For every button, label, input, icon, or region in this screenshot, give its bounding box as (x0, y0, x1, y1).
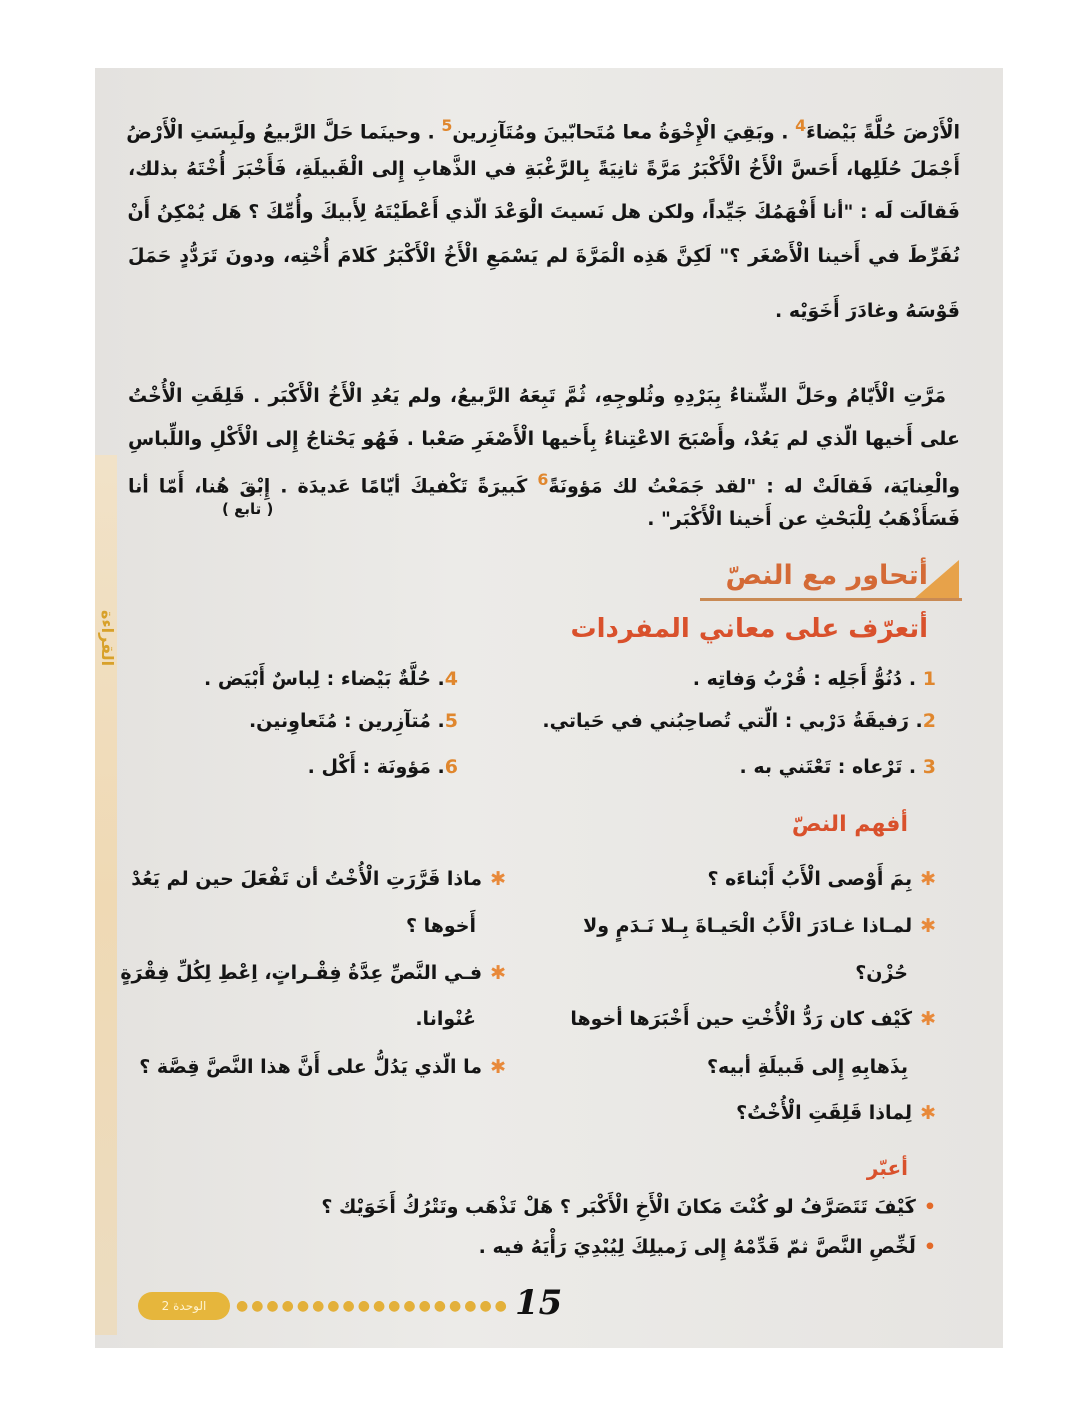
story-line: والْعِنايَة، فَقالَتْ له : "لقد جَمَعْتُ لك مَؤونَةً$^6$ كَبيرَةً تَكْفيكَ أيّامًا عَديدَة . إِبْقَ هُنا، أَمّا أنا (128, 470, 960, 498)
asterisk-icon: ✱ (920, 915, 936, 937)
dotted-leader: ●●●●●●●●●●●●●●●●●● (236, 1298, 510, 1314)
page-number: 15 (515, 1283, 563, 1323)
heading-underline (700, 598, 962, 601)
asterisk-icon: ✱ (490, 1056, 506, 1078)
comprehension-title: أفهم النصّ (791, 812, 908, 837)
side-strip (95, 455, 117, 1335)
story-line: الْأَرْضَ حُلَّةً بَيْضاءَ$^4$ . وبَقِيَ الْإِخْوَةُ معا مُتَحابّينَ ومُتَآزِرين$^5$ . وحينَما حَلَّ الرَّبيعُ ولَبِسَتِ الْأَرْضُ (126, 116, 960, 144)
asterisk-icon: ✱ (490, 962, 506, 984)
story-line: نُفَرِّطَ في أَخينا الْأَصْغَر ؟" لَكِنَّ هَذِه الْمَرَّةَ لم يَسْمَعِ الْأَخُ الْأَكْبَرُ كَلامَ أُخْتِه، ودونَ تَرَدُّدٍ حَمَلَ (128, 245, 960, 267)
asterisk-icon: ✱ (920, 1102, 936, 1124)
question-item: ✱ما الّذي يَدُلُّ على أَنَّ هذا النَّصَّ قِصَّة ؟ (139, 1056, 506, 1078)
asterisk-icon: ✱ (920, 868, 936, 890)
heading-triangle-icon (915, 560, 959, 598)
question-item: ✱ماذا قَرَّرَتِ الْأُخْتُ أن تَفْعَلَ حين لم يَعُدْ (131, 868, 506, 890)
vocab-item: 6. مَؤونَة : أَكْل . (307, 756, 458, 778)
asterisk-icon: ✱ (920, 1008, 936, 1030)
story-line: قَوْسَهُ وغادَرَ أَخَوَيْه . (774, 300, 960, 322)
question-item: ✱كَيْف كان رَدُّ الْأُخْتِ حين أَخْبَرَها أخوها (570, 1008, 936, 1030)
vocab-item: 3 . تَرْعاه : تَعْتَني به . (739, 756, 936, 778)
vocab-title: أتعرّف على معاني المفردات (570, 614, 928, 644)
side-label: القراءة (98, 610, 117, 667)
section-title: أتحاور مع النصّ (725, 560, 928, 591)
express-item: •لَخِّصِ النَّصَّ ثمّ قَدِّمْهُ إِلى زَميلِكَ لِيُبْدِيَ رَأْيَهُ فيه . (478, 1236, 936, 1258)
bullet-icon: • (923, 1236, 936, 1258)
vocab-item: 4. حُلَّةٌ بَيْضاء : لِباسٌ أَبْيَض . (204, 668, 458, 690)
unit-badge: الوحدة 2 (138, 1292, 230, 1320)
bullet-icon: • (923, 1196, 936, 1218)
question-item-cont: أَخوها ؟ (405, 915, 476, 937)
vocab-item: 1 . دُنُوُّ أَجَلِه : قُرْبُ وَفاتِه . (692, 668, 936, 690)
continued-label: ( تابع ) (222, 500, 274, 518)
story-line: على أَخيها الّذي لم يَعُدْ، وأَصْبَحَ الاعْتِناءُ بِأَخيها الْأَصْغَرِ صَعْبا . فَهُو يَحْتاجُ إِلى الْأَكْلِ واللِّباسِ (128, 428, 960, 450)
story-line: مَرَّتِ الْأَيّامُ وحَلَّ الشِّتاءُ بِبَرْدِهِ وثُلوجِهِ، ثُمَّ تَبِعَهُ الرَّبيعُ، ولم يَعُدِ الْأَخُ الْأَكْبَر . قَلِقَتِ الْأُخْتُ (128, 385, 946, 407)
express-item: •كَيْفَ تَتَصَرَّفُ لو كُنْتَ مَكانَ الْأَخِ الْأَكْبَر ؟ هَلْ تَذْهَب وتَتْرُكُ أَخَوَيْك ؟ (321, 1196, 936, 1218)
question-item: ✱لمـاذا غـادَرَ الْأَبُ الْحَيـاةَ بِـلا نَـدَمٍ ولا (583, 915, 936, 937)
question-item-cont: بِذَهابِهِ إِلى قَبيلَةِ أبيه؟ (707, 1056, 908, 1078)
question-item: ✱لِماذا قَلِقَتِ الْأُخْتُ؟ (736, 1102, 936, 1124)
question-item-cont: عُنْوانا. (415, 1008, 476, 1030)
question-item: ✱فـي النَّصِّ عِدَّةُ فِقْـراتٍ، اِعْطِ لِكُلِّ فِقْرَةٍ (120, 962, 506, 984)
express-title: أعبّر (866, 1156, 908, 1180)
story-line: أَجْمَلَ حُلَلِها، أَحَسَّ الْأَخُ الْأَكْبَرُ مَرَّةً ثانِيَةً بِالرَّغْبَةِ في الذَّهابِ إِلى الْقَبيلَةِ، فَأَخْبَرَ أُخْتَهُ بذلك، (128, 158, 960, 180)
question-item-cont: حُزْن؟ (855, 962, 908, 984)
question-item: ✱بِمَ أَوْصى الْأَبُ أَبْناءَه ؟ (707, 868, 936, 890)
story-line: فَقالَت لَه : "أنا أَفْهَمُكَ جَيِّداً، ولكن هل نَسيتَ الْوَعْدَ الّذي أَعْطَيْتَهُ لِأَبيكَ وأُمِّكَ ؟ هَل يُمْكِنُ أَنْ (127, 201, 960, 223)
vocab-item: 5. مُتآزِرين : مُتَعاوِنين. (248, 710, 458, 732)
story-line: فَسَأَذْهَبُ لِلْبَحْثِ عن أَخينا الْأَكْبَر" . (647, 508, 960, 530)
asterisk-icon: ✱ (490, 868, 506, 890)
vocab-item: 2. رَفيقَةُ دَرْبي : الّتي تُصاحِبُني في حَياتي. (542, 710, 936, 732)
